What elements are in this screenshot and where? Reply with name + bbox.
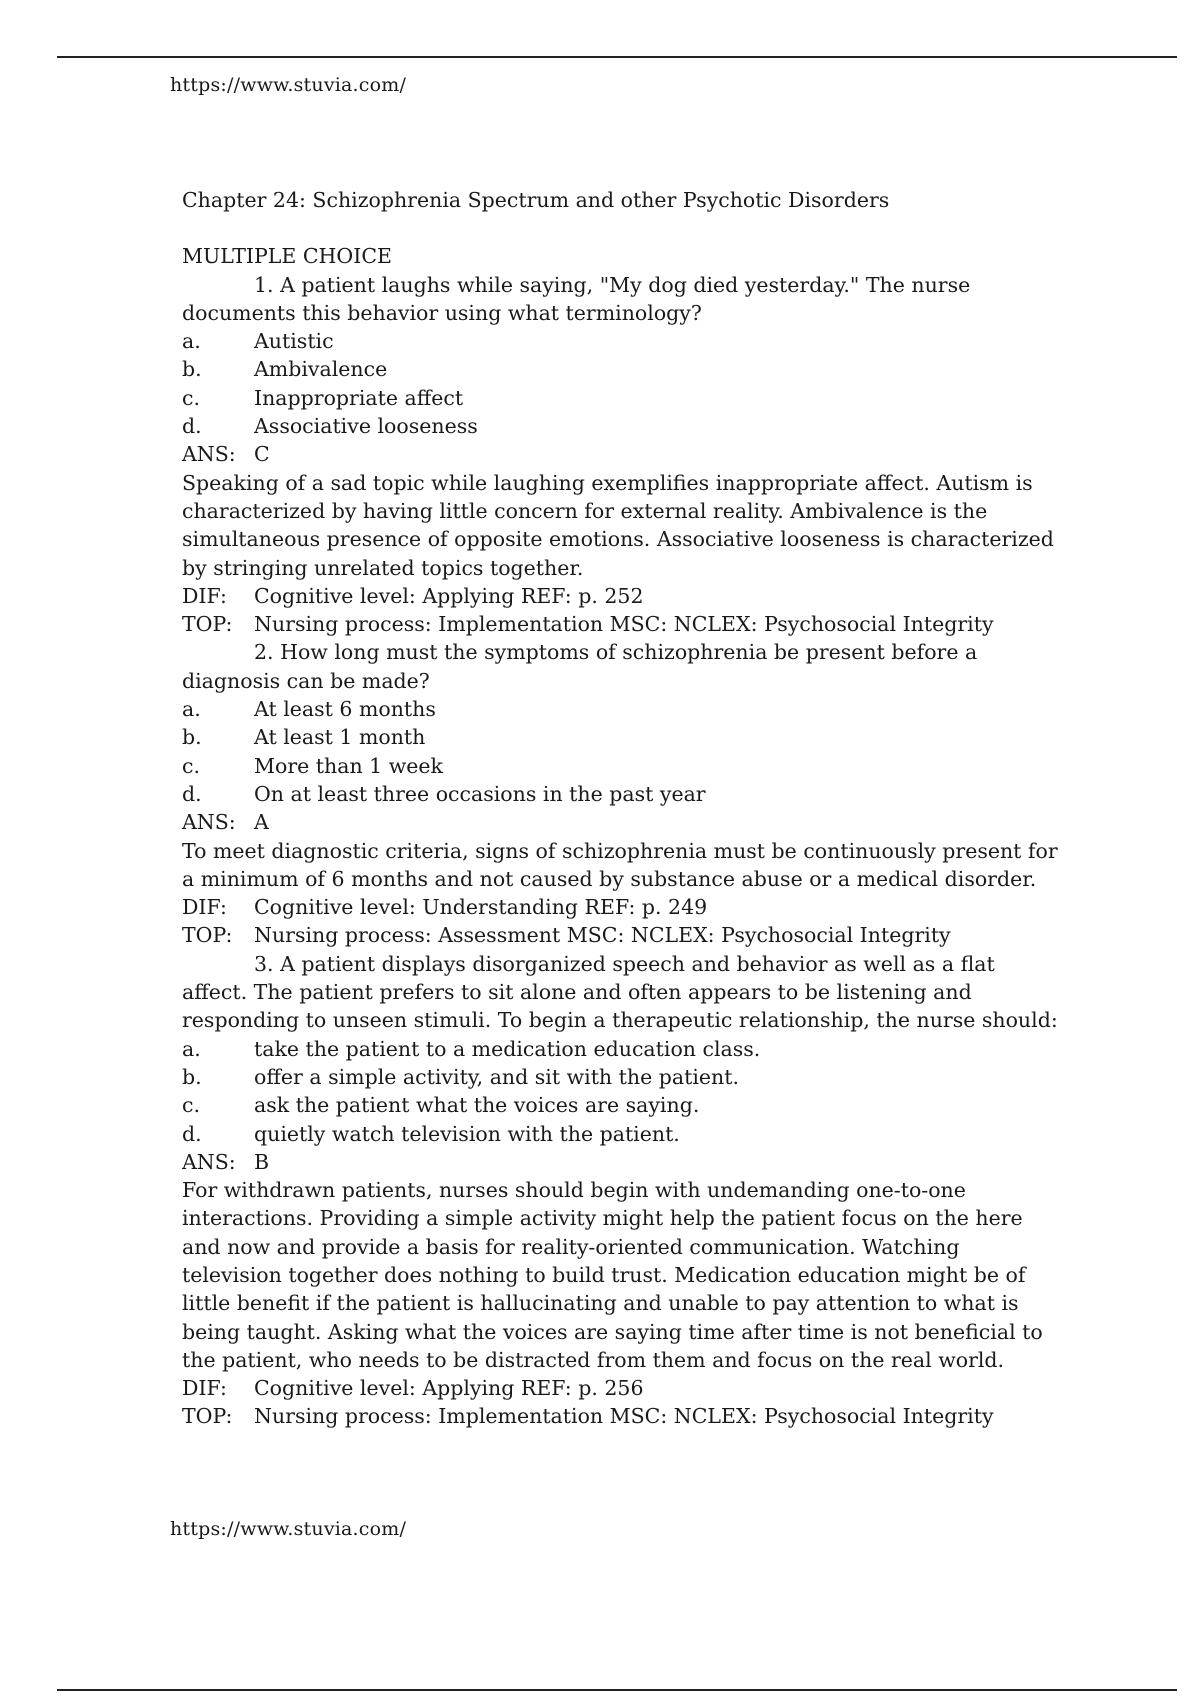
answer-line (182, 808, 1062, 836)
option-key: c. (182, 753, 200, 778)
answer-label: ANS: (182, 442, 236, 467)
dif-value: Cognitive level: Applying REF: p. 252 (254, 583, 644, 608)
answer-line (182, 1148, 1062, 1176)
answer-value: B (254, 1149, 270, 1174)
answer-value: A (254, 810, 269, 835)
top-value: Nursing process: Implementation MSC: NCLEX: Psychosocial Integrity (254, 612, 994, 637)
top-value: Nursing process: Implementation MSC: NCLEX: Psychosocial Integrity (254, 1404, 994, 1429)
option-a (182, 327, 1062, 355)
option-d (182, 412, 1062, 440)
option-text: On at least three occasions in the past year (254, 781, 706, 806)
option-key: b. (182, 1064, 202, 1089)
top-value: Nursing process: Assessment MSC: NCLEX: Psychosocial Integrity (254, 923, 951, 948)
bottom-rule (57, 1689, 1177, 1691)
option-c (182, 752, 1062, 780)
question-3 (182, 950, 1062, 1431)
section-heading: MULTIPLE CHOICE (182, 244, 392, 269)
option-c (182, 384, 1062, 412)
topic-line (182, 1402, 1062, 1430)
dif-label: DIF: (182, 583, 227, 608)
option-key: b. (182, 357, 202, 382)
difficulty-line (182, 582, 1062, 610)
option-key: d. (182, 1121, 202, 1146)
option-key: d. (182, 781, 202, 806)
option-d (182, 1120, 1062, 1148)
question-1 (182, 271, 1062, 639)
option-text: Associative looseness (254, 414, 478, 439)
option-key: c. (182, 385, 200, 410)
option-key: a. (182, 697, 201, 722)
dif-label: DIF: (182, 895, 227, 920)
rationale: To meet diagnostic criteria, signs of schizophrenia must be continuously present for a minimum of 6 months and not caused by substance abuse or a medical disorder. (182, 838, 1058, 891)
rationale: For withdrawn patients, nurses should begin with undemanding one-to-one interactions. Providing a simple activity might help the patient focus on the here and now and provide a basis for reality-oriented communication. Watching television together does nothing to build trust. Medication education might be of little benefit if the patient is hallucinating and unable to pay attention to what is being taught. Asking what the voices are saying time after time is not beneficial to the patient, who needs to be distracted from them and focus on the real world. (182, 1178, 1043, 1372)
answer-label: ANS: (182, 810, 236, 835)
option-key: a. (182, 1036, 201, 1061)
topic-line (182, 921, 1062, 949)
option-key: b. (182, 725, 202, 750)
document-body (182, 186, 1062, 1431)
dif-value: Cognitive level: Understanding REF: p. 249 (254, 895, 708, 920)
question-2 (182, 638, 1062, 949)
option-a (182, 1035, 1062, 1063)
option-text: Autistic (254, 329, 334, 354)
option-key: a. (182, 329, 201, 354)
option-text: take the patient to a medication education class. (254, 1036, 761, 1061)
top-label: TOP: (182, 923, 233, 948)
option-b (182, 1063, 1062, 1091)
chapter-title: Chapter 24: Schizophrenia Spectrum and other Psychotic Disorders (182, 188, 890, 212)
option-b (182, 355, 1062, 383)
option-a (182, 695, 1062, 723)
option-text: More than 1 week (254, 753, 443, 778)
option-b (182, 723, 1062, 751)
option-d (182, 780, 1062, 808)
answer-line (182, 440, 1062, 468)
header-url: https://www.stuvia.com/ (170, 74, 407, 96)
option-text: quietly watch television with the patient. (254, 1121, 680, 1146)
dif-label: DIF: (182, 1376, 227, 1401)
option-key: c. (182, 1093, 200, 1118)
difficulty-line (182, 1374, 1062, 1402)
option-text: Inappropriate affect (254, 385, 464, 410)
option-key: d. (182, 414, 202, 439)
footer-url: https://www.stuvia.com/ (170, 1518, 407, 1540)
option-text: offer a simple activity, and sit with the patient. (254, 1064, 739, 1089)
rationale: Speaking of a sad topic while laughing exemplifies inappropriate affect. Autism is characterized by having little concern for external reality. Ambivalence is the simultaneous presence of opposite emotions. Associative looseness is characterized by stringing unrelated topics together. (182, 470, 1054, 580)
answer-value: C (254, 442, 270, 467)
answer-label: ANS: (182, 1149, 236, 1174)
option-text: ask the patient what the voices are saying. (254, 1093, 700, 1118)
dif-value: Cognitive level: Applying REF: p. 256 (254, 1376, 644, 1401)
top-label: TOP: (182, 1404, 233, 1429)
top-label: TOP: (182, 612, 233, 637)
question-stem: 2. How long must the symptoms of schizophrenia be present before a diagnosis can be made? (182, 640, 978, 693)
question-stem: 1. A patient laughs while saying, "My dog died yesterday." The nurse documents this behavior using what terminology? (182, 272, 971, 325)
difficulty-line (182, 893, 1062, 921)
option-text: At least 1 month (254, 725, 426, 750)
option-text: At least 6 months (254, 697, 436, 722)
option-text: Ambivalence (254, 357, 388, 382)
top-rule (57, 56, 1177, 58)
question-stem: 3. A patient displays disorganized speech and behavior as well as a flat affect. The patient prefers to sit alone and often appears to be listening and responding to unseen stimuli. To begin a therapeutic relationship, the nurse should: (182, 951, 1058, 1033)
topic-line (182, 610, 1062, 638)
option-c (182, 1091, 1062, 1119)
